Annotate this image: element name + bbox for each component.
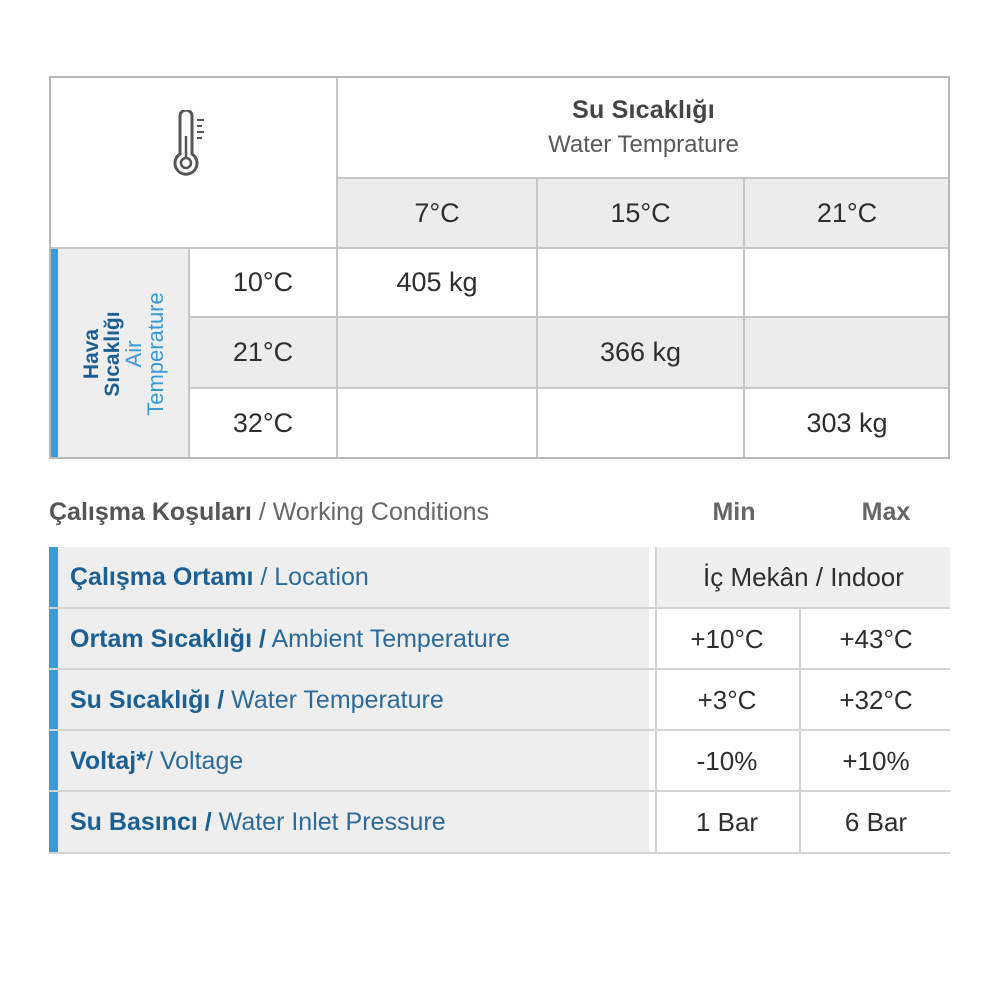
working-conditions-title-en: / Working Conditions bbox=[258, 498, 490, 526]
accent-bar bbox=[49, 731, 58, 791]
min-value: +10°C bbox=[690, 623, 764, 654]
air-title-tr-line2: Sıcaklığı bbox=[100, 310, 124, 397]
max-value: +32°C bbox=[839, 684, 913, 715]
row-label-tr: Su Basıncı / bbox=[70, 807, 212, 836]
row-label-en: Ambient Temperature bbox=[265, 624, 511, 653]
water-title-en: Water Temprature bbox=[548, 130, 739, 158]
capacity-value: 366 kg bbox=[599, 337, 682, 367]
working-condition-row-voltage bbox=[49, 731, 950, 791]
row-label bbox=[49, 731, 649, 791]
row-label-en: / Voltage bbox=[145, 746, 244, 775]
row-label bbox=[49, 792, 649, 852]
accent-bar bbox=[49, 609, 58, 669]
working-conditions-title-tr: Çalışma Koşuları bbox=[49, 498, 252, 526]
row-label-en: / Location bbox=[253, 562, 369, 591]
capacity-value: 405 kg bbox=[396, 267, 478, 297]
air-temp-10: 10°C bbox=[232, 267, 294, 297]
row-label-tr: Su Sıcaklığı / bbox=[70, 685, 225, 714]
row-label bbox=[49, 670, 649, 730]
max-column-header: Max bbox=[861, 498, 911, 526]
max-value: 6 Bar bbox=[844, 806, 908, 837]
row-divider bbox=[49, 607, 950, 609]
row-label-en: Water Inlet Pressure bbox=[211, 807, 446, 836]
ice-capacity-table bbox=[49, 76, 950, 459]
row-divider bbox=[49, 790, 950, 792]
water-title-tr: Su Sıcaklığı bbox=[572, 95, 715, 124]
min-value: -10% bbox=[696, 745, 758, 776]
air-title-tr-line1: Hava bbox=[79, 328, 103, 379]
location-value: İç Mekân / Indoor bbox=[657, 547, 950, 607]
row-label-tr: Voltaj* bbox=[70, 746, 146, 775]
min-column-header: Min bbox=[712, 498, 756, 526]
column-divider bbox=[655, 547, 657, 854]
air-title-en-line2: Temperature bbox=[142, 291, 168, 416]
table-border bbox=[49, 76, 950, 459]
working-condition-row-water bbox=[49, 670, 950, 730]
row-divider bbox=[49, 668, 950, 670]
row-label-tr: Ortam Sıcaklığı / bbox=[70, 624, 266, 653]
max-value: +43°C bbox=[839, 623, 913, 654]
water-temp-7: 7°C bbox=[414, 197, 460, 228]
min-value: +3°C bbox=[697, 684, 757, 715]
working-condition-row-pressure bbox=[49, 792, 950, 852]
accent-bar bbox=[49, 547, 58, 607]
working-condition-row-location bbox=[49, 547, 950, 607]
air-title-en-line1: Air bbox=[120, 340, 146, 367]
working-condition-row-ambient bbox=[49, 609, 950, 669]
air-temp-21: 21°C bbox=[232, 337, 294, 367]
row-label bbox=[49, 547, 649, 607]
min-value: 1 Bar bbox=[695, 806, 759, 837]
row-label bbox=[49, 609, 649, 669]
air-temp-32: 32°C bbox=[232, 408, 294, 438]
capacity-value: 303 kg bbox=[806, 408, 888, 438]
accent-bar bbox=[49, 792, 58, 852]
row-label-tr: Çalışma Ortamı bbox=[70, 562, 254, 591]
water-temp-21: 21°C bbox=[816, 197, 878, 228]
max-value: +10% bbox=[842, 745, 910, 776]
row-label-en: Water Temperature bbox=[224, 685, 444, 714]
row-divider bbox=[49, 729, 950, 731]
row-divider bbox=[49, 852, 950, 854]
working-conditions-title bbox=[49, 498, 489, 527]
water-temp-15: 15°C bbox=[610, 197, 671, 228]
accent-bar bbox=[49, 670, 58, 730]
column-divider bbox=[799, 607, 801, 854]
